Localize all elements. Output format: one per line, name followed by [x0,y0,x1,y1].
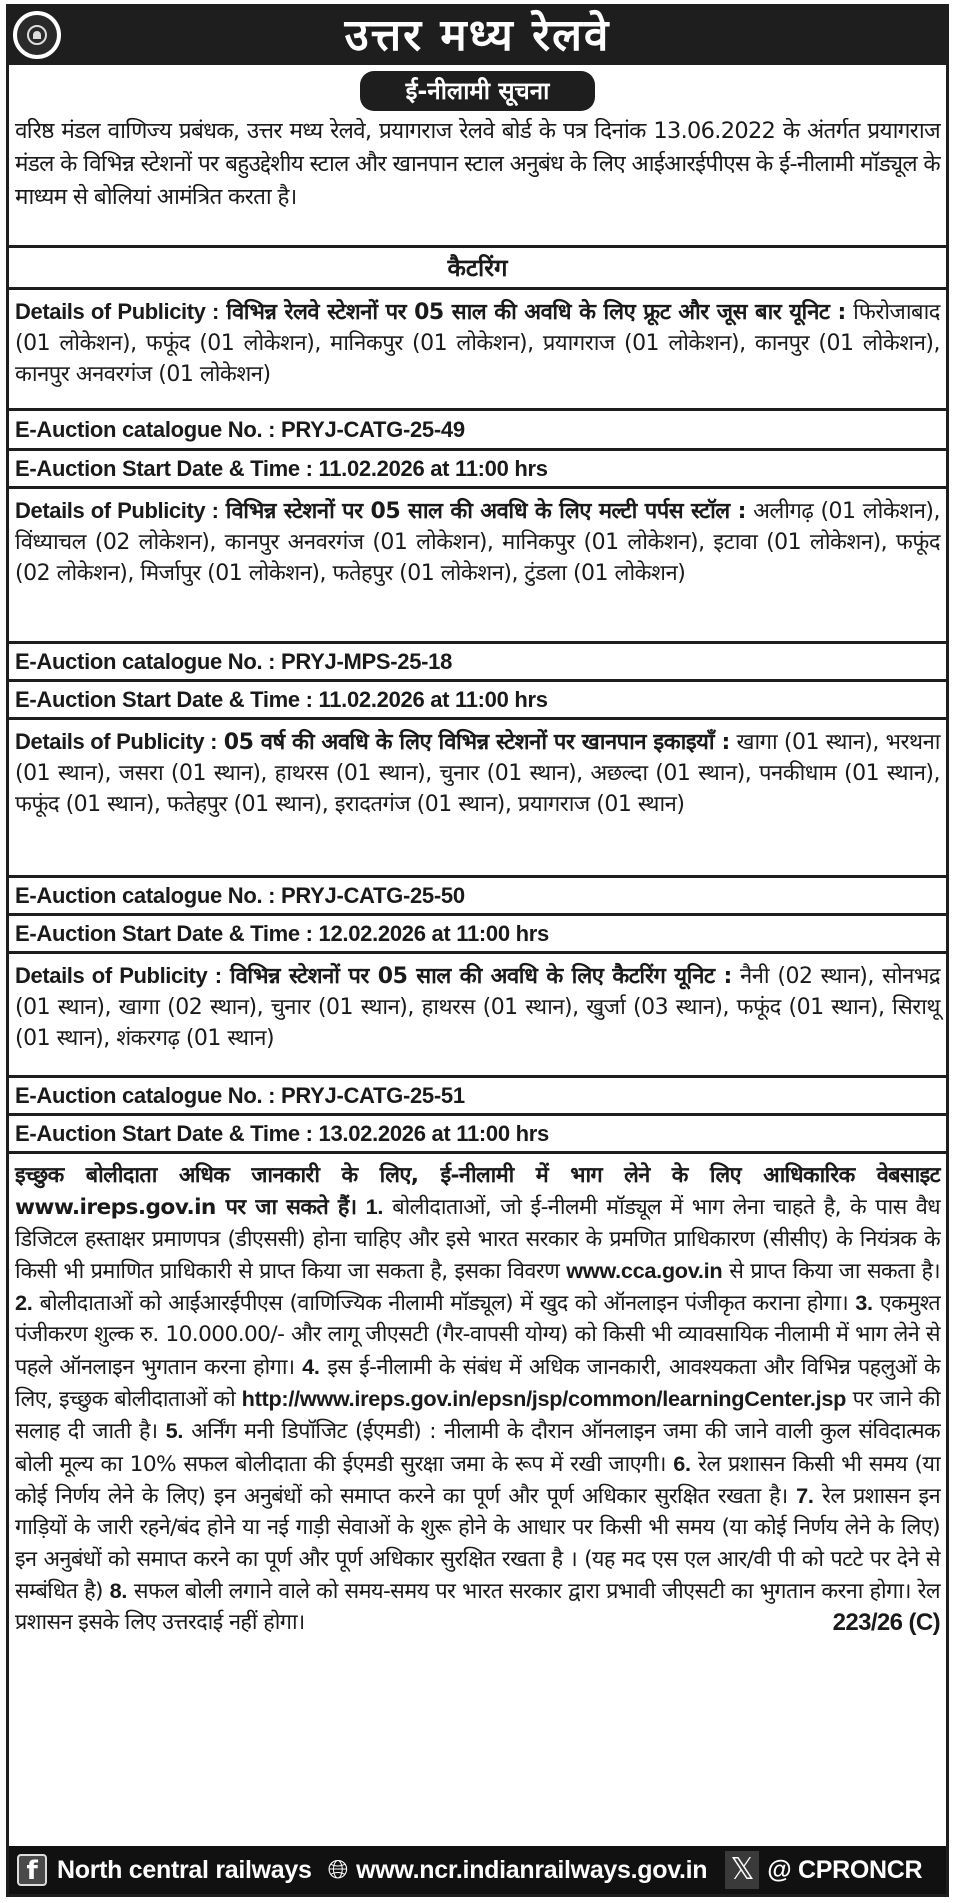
intro-paragraph: वरिष्ठ मंडल वाणिज्य प्रबंधक, उत्तर मध्य रेलवे, प्रयागराज रेलवे बोर्ड के पत्र दिनांक 13.06.2022 के अंतर्गत प्रयागराज मंडल के विभिन्न स्टेशनों पर बहुउद्देशीय स्टाल और खानपान स्टाल अनुबंध के लिए आईआरईपीएस के ई-नीलामी मॉड्यूल के माध्यम से बोलियां आमंत्रित करता है। [15,118,940,210]
publicity-heading: विभिन्न रेलवे स्टेशनों पर 05 साल की अवधि के लिए फ्रूट और जूस बार यूनिट : [226,300,846,325]
term-number: 4. [302,1353,320,1379]
start-datetime-1: E-Auction Start Date & Time : 11.02.2026 at 11:00 hrs [9,451,946,489]
subtitle-badge: ई-नीलामी सूचना [360,71,596,111]
publicity-locations: अलीगढ़ (01 लोकेशन), विंध्याचल (02 लोकेशन), कानपुर अनवरगंज (01 लोकेशन), मानिकपुर (01 लोकेशन), इटावा (01 लोकेशन), फफूंद (02 लोकेशन), मिर्जापुर (01 लोकेशन), फतेहपुर (01 लोकेशन), टुंडला (01 लोकेशन) [15,499,940,586]
publicity-label: Details of Publicity : [15,729,218,754]
website-link[interactable]: www.ncr.indianrailways.gov.in [356,1855,708,1884]
term-text: एकमुश्त पंजीकरण शुल्क रु. 10.000.00/- और लागू जीएसटी (गैर-वापसी योग्य) को किसी भी व्यावसायिक नीलामी में भाग लेने से पहले ऑनलाइन भुगतान करना होगा। [15,1291,940,1380]
publicity-details-2 [9,489,946,644]
globe-icon: 🌐︎ [327,1854,349,1885]
reference-number: 223/26 (C) [832,1609,940,1637]
catalogue-number-2: E-Auction catalogue No. : PRYJ-MPS-25-18 [9,644,946,682]
publicity-label: Details of Publicity : [15,299,219,324]
publicity-heading: 05 वर्ष की अवधि के लिए विभिन्न स्टेशनों पर खानपान इकाइयाँ : [223,730,730,755]
publicity-details-1 [9,290,946,411]
x-icon[interactable]: 𝕏 [725,1851,759,1889]
learning-center-link[interactable]: http://www.ireps.gov.in/epsn/jsp/common/learningCenter.jsp [241,1386,847,1412]
term-text: इस ई-नीलामी के संबंध में अधिक जानकारी, आवश्यकता और विभिन्न पहलुओं के लिए, इच्छुक बोलीदाताओं को [15,1354,940,1413]
page-title: उत्तर मध्य रेलवे [344,10,611,61]
start-datetime-4: E-Auction Start Date & Time : 13.02.2026 at 11:00 hrs [9,1116,946,1154]
term-text: रेल प्रशासन इन गाड़ियों के जारी रहने/बंद होने या नई गाड़ी सेवाओं के शुरू होने के आधार पर किसी भी समय (या कोई निर्णय लेने के लिए) इन अनुबंधों को समाप्त करने का पूर्ण और पूर्ण अधिकार सुरक्षित रखता है । (यह मद एस एल आर/वी पी को पटटे पर देने से सम्बंधित है) [15,1483,940,1604]
publicity-details-3 [9,720,946,878]
notice-page [6,4,949,1897]
term-number: 7. [796,1482,814,1508]
section-title: कैटरिंग [9,248,946,290]
term-text: बोलीदाताओं को आईआरईपीएस (वाणिज्यिक नीलामी मॉड्यूल) में खुद को ऑनलाइन पंजीकृत कराना होगा। [32,1291,856,1317]
publicity-locations: नैनी (02 स्थान), सोनभद्र (01 स्थान), खागा (02 स्थान), चुनार (01 स्थान), हाथरस (01 स्थान), खुर्जा (03 स्थान), फफूंद (01 स्थान), सिराथू (01 स्थान), शंकरगढ़ (01 स्थान) [15,964,941,1051]
publicity-heading: विभिन्न स्टेशनों पर 05 साल की अवधि के लिए कैटरिंग यूनिट : [229,964,732,989]
term-text: पर जाने की सलाह दी जाती है। [15,1387,940,1445]
term-text: सफल बोली लगाने वाले को समय-समय पर भारत सरकार द्वारा प्रभावी जीएसटी का भुगतान करना होगा। रेल प्रशासन इसके लिए उत्तरदाई नहीं होगा। [15,1578,941,1636]
publicity-locations: फिरोजाबाद (01 लोकेशन), फफूंद (01 लोकेशन), मानिकपुर (01 लोकेशन), प्रयागराज (01 लोकेशन), कानपुर (01 लोकेशन), कानपुर अनवरगंज (01 लोकेशन) [15,300,940,387]
term-text: बोलीदाताओं, जो ई-नीलमी मॉड्यूल में भाग लेना चाहते है, के पास वैध डिजिटल हस्ताक्षर प्रमाणपत्र (डीएससी) होना चाहिए और इसे भारत सरकार के प्रमणित प्राधिकारण (सीसीए) के नियंत्रक के किसी भी प्रमाणित प्राधिकारी से प्राप्त किया जा सकता है, इसका विवरण [15,1195,940,1284]
publicity-details-4 [9,954,946,1078]
publicity-heading: विभिन्न स्टेशनों पर 05 साल की अवधि के लिए मल्टी पर्पस स्टॉल : [225,499,746,524]
header-bar [9,7,946,65]
term-number: 5. [165,1418,184,1444]
footer-bar [9,1846,946,1894]
start-datetime-3: E-Auction Start Date & Time : 12.02.2026 at 11:00 hrs [9,916,946,954]
term-number: 6. [673,1450,691,1476]
term-number: 1. [365,1194,384,1220]
term-number: 8. [109,1577,128,1603]
cca-link[interactable]: www.cca.gov.in [566,1257,723,1283]
publicity-locations: खागा (01 स्थान), भरथना (01 स्थान), जसरा (01 स्थान), हाथरस (01 स्थान), चुनार (01 स्थान), अछल्दा (01 स्थान), पनकीधाम (01 स्थान), फफूंद (01 स्थान), फतेहपुर (01 स्थान), इरादतगंज (01 स्थान), प्रयागराज (01 स्थान) [15,730,940,817]
subtitle-wrap [9,71,946,111]
publicity-label: Details of Publicity : [15,498,219,523]
term-number: 2. [15,1290,33,1316]
facebook-page-name[interactable]: North central railways [57,1855,312,1884]
facebook-icon[interactable]: f [17,1854,47,1886]
catalogue-number-1: E-Auction catalogue No. : PRYJ-CATG-25-49 [9,411,946,451]
terms-lead: इच्छुक बोलीदाता अधिक जानकारी के लिए, ई-नीलामी में भाग लेने के लिए आधिकारिक वेबसाइट www.ireps.gov.in पर जा सकते हैं। [15,1163,940,1221]
term-number: 3. [855,1290,873,1316]
terms-paragraph [9,1154,946,1848]
x-handle[interactable]: @ CPRONCR [767,1855,923,1884]
start-datetime-2: E-Auction Start Date & Time : 11.02.2026 at 11:00 hrs [9,682,946,720]
publicity-label: Details of Publicity : [15,963,222,988]
catalogue-number-3: E-Auction catalogue No. : PRYJ-CATG-25-50 [9,878,946,916]
term-text: रेल प्रशासन किसी भी समय (या कोई निर्णय लेने के लिए) इन अनुबंधों को समाप्त करने का पूर्ण और पूर्ण अधिकार सुरक्षित रखता है। [15,1451,940,1509]
catalogue-number-4: E-Auction catalogue No. : PRYJ-CATG-25-51 [9,1078,946,1116]
term-text: अर्निंग मनी डिपॉजिट (ईएमडी) : नीलामी के दौरान ऑनलाइन जमा की जाने वाली कुल संविदात्मक बोली मूल्य का 10% सफल बोलीदाता की ईएमडी सुरक्षा जमा के रूप में रखी जाएगी। [15,1419,940,1477]
term-text: से प्राप्त किया जा सकता है। [722,1258,940,1284]
